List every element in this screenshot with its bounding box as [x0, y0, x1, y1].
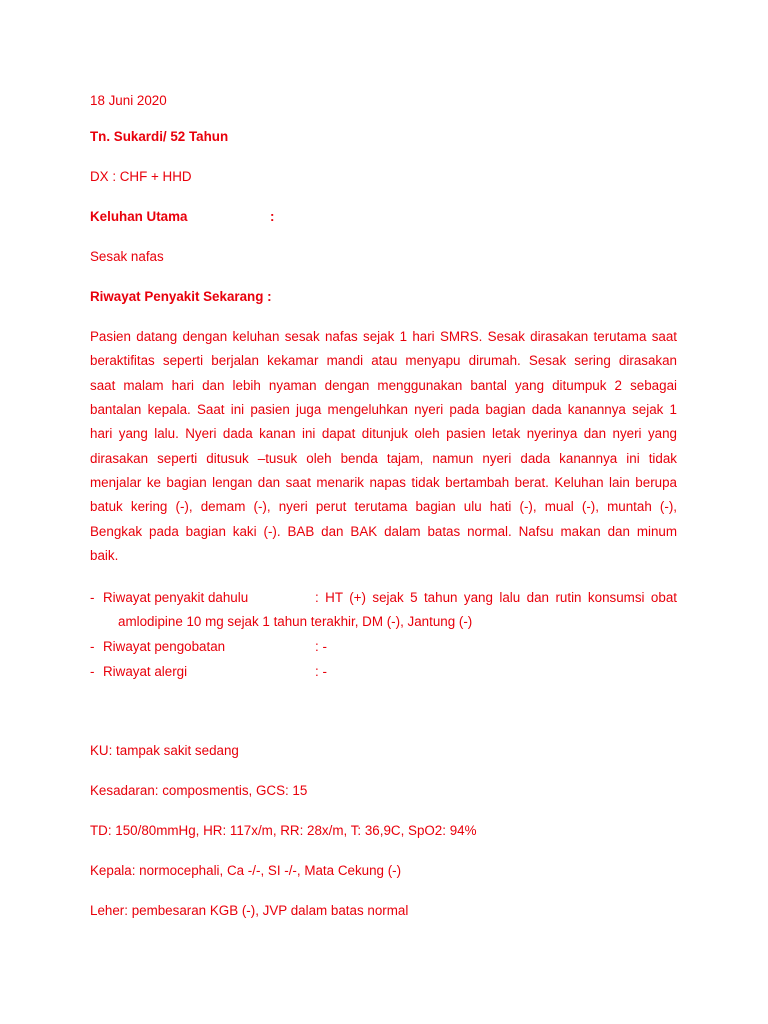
- exam-ku: KU: tampak sakit sedang: [90, 743, 239, 758]
- patient-name-age: Tn. Sukardi/ 52 Tahun: [90, 129, 229, 144]
- paragraph-line: saat malam hari dan lebih nyaman dengan menggunakan bantal yang ditumpuk 2 sebagai: [90, 378, 677, 393]
- exam-vitals: TD: 150/80mmHg, HR: 117x/m, RR: 28x/m, T: 36,9C, SpO2: 94%: [90, 823, 477, 838]
- list-item-label: Riwayat penyakit dahulu: [103, 590, 249, 605]
- paragraph-line: menjalar ke bagian lengan dan saat menarik napas tidak bertambah berat. Keluhan lain berupa: [90, 475, 677, 490]
- list-bullet: -: [90, 590, 95, 605]
- list-item-value: : -: [315, 639, 327, 654]
- list-item-continuation: amlodipine 10 mg sejak 1 tahun terakhir, DM (-), Jantung (-): [118, 614, 473, 629]
- keluhan-utama-colon: :: [270, 209, 275, 224]
- keluhan-utama-label: Keluhan Utama: [90, 209, 188, 224]
- list-item-label: Riwayat pengobatan: [103, 639, 226, 654]
- diagnosis: DX : CHF + HHD: [90, 169, 192, 184]
- list-item-value: : -: [315, 664, 327, 679]
- paragraph-line: bantalan kepala. Saat ini pasien juga mengeluhkan nyeri pada bagian dada kanannya sejak 1: [90, 402, 677, 417]
- riwayat-sekarang-heading: Riwayat Penyakit Sekarang :: [90, 289, 272, 304]
- list-bullet: -: [90, 639, 95, 654]
- document-date: 18 Juni 2020: [90, 93, 167, 108]
- keluhan-utama-value: Sesak nafas: [90, 249, 164, 264]
- paragraph-line: baik.: [90, 548, 119, 563]
- list-item-label: Riwayat alergi: [103, 664, 188, 679]
- exam-leher: Leher: pembesaran KGB (-), JVP dalam batas normal: [90, 903, 409, 918]
- exam-kepala: Kepala: normocephali, Ca -/-, SI -/-, Mata Cekung (-): [90, 863, 402, 878]
- list-bullet: -: [90, 664, 95, 679]
- paragraph-line: Pasien datang dengan keluhan sesak nafas sejak 1 hari SMRS. Sesak dirasakan terutama saat: [90, 329, 677, 344]
- paragraph-line: batuk kering (-), demam (-), nyeri perut terutama bagian ulu hati (-), mual (-), muntah (-),: [90, 499, 677, 514]
- paragraph-line: beraktifitas seperti berjalan kekamar mandi atau menyapu dirumah. Sesak sering dirasakan: [90, 353, 677, 368]
- paragraph-line: dirasakan seperti ditusuk –tusuk oleh benda tajam, namun nyeri dada kanannya ini tidak: [90, 451, 677, 466]
- exam-kesadaran: Kesadaran: composmentis, GCS: 15: [90, 783, 308, 798]
- list-item-value: : HT (+) sejak 5 tahun yang lalu dan rutin konsumsi obat: [315, 590, 677, 605]
- paragraph-line: hari yang lalu. Nyeri dada kanan ini dapat ditunjuk oleh pasien letak nyerinya dan nyeri yang: [90, 426, 677, 441]
- paragraph-line: Bengkak pada bagian kaki (-). BAB dan BAK dalam batas normal. Nafsu makan dan minum: [90, 524, 677, 539]
